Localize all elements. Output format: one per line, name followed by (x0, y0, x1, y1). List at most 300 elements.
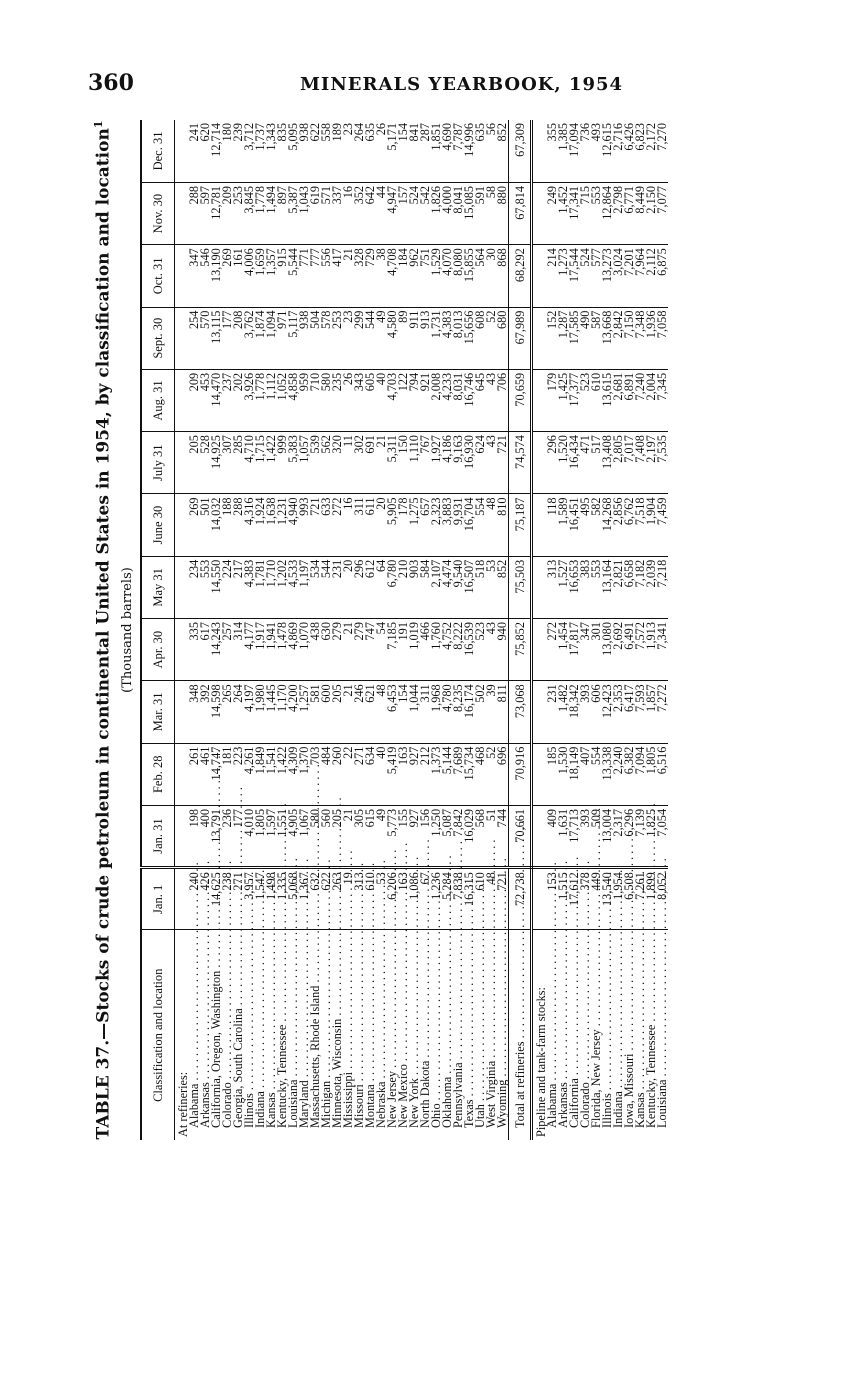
table-cell: 852 (495, 123, 509, 142)
table-cell: 461 (200, 743, 211, 805)
table-cell: 1,445 (266, 681, 277, 743)
table-cell: 1,422 (277, 743, 288, 805)
table-cell: 1,112 (266, 369, 277, 431)
table-cell: 777 (310, 245, 321, 307)
table-cell: 272 (332, 494, 343, 556)
table-cell: 347 (580, 619, 591, 681)
table-cell: 7,058 (657, 307, 668, 369)
table-cell: 605 (365, 369, 376, 431)
table-cell: 223 (233, 743, 244, 805)
table-unit-note: (Thousand barrels) (120, 567, 135, 693)
table-cell: 14,032 (211, 494, 222, 556)
table-cell: 4,383 (244, 556, 255, 618)
total-row (509, 120, 532, 1140)
table-cell: 157 (398, 182, 409, 244)
table-cell: 1,273 (558, 245, 569, 307)
table-cell: 4,474 (442, 556, 453, 618)
row-label-text: Missouri . . . (352, 863, 366, 1128)
table-cell: 615 (365, 805, 376, 867)
table-cell: 4,710 (244, 432, 255, 494)
header-row (141, 120, 175, 1140)
table-cell: 231 (332, 556, 343, 618)
table-cell: 314 (233, 619, 244, 681)
table-cell: 49 (376, 307, 387, 369)
row-label-text: Colorado . . . (578, 861, 592, 1128)
table-cell: 7,341 (657, 619, 668, 681)
table-cell: 263 (332, 868, 343, 930)
table-cell: 493 (589, 123, 603, 142)
table-cell: 959 (299, 369, 310, 431)
table-row (497, 120, 509, 1140)
table-cell: 466 (420, 619, 431, 681)
table-cell: 721 (497, 432, 509, 494)
row-label-text: New Jersey . . . (385, 850, 399, 1128)
table-cell: 198 (189, 805, 200, 867)
table-cell: 343 (354, 369, 365, 431)
table-cell: 7,218 (657, 556, 668, 618)
table-cell: 14,470 (211, 369, 222, 431)
table-cell: 13,615 (602, 369, 613, 431)
row-label-text: North Dakota . . . (418, 839, 432, 1128)
row-label-text: Illinois . . . (600, 872, 614, 1128)
table-cell: 1,373 (431, 743, 442, 805)
table-cell: 122 (398, 369, 409, 431)
table-cell: 993 (299, 494, 310, 556)
column-header-month: Jan. 31 (141, 805, 175, 867)
table-cell: 6,762 (624, 494, 635, 556)
table-cell: 7,017 (624, 432, 635, 494)
table-cell: 52 (486, 743, 497, 805)
table-cell: 51 (486, 805, 497, 867)
table-cell: 181 (222, 743, 233, 805)
table-cell: 509 (591, 805, 602, 867)
table-cell: 2,317 (613, 805, 624, 867)
column-header-month: May 31 (141, 556, 175, 618)
table-cell: 562 (321, 432, 332, 494)
table-cell: 7,572 (635, 619, 646, 681)
table-cell: 313 (547, 556, 558, 618)
table-cell: 2,798 (613, 182, 624, 244)
table-cell: 43 (486, 369, 497, 431)
table-cell: 1,710 (266, 556, 277, 618)
table-cell: 2,172 (644, 123, 658, 151)
table-cell: 642 (365, 182, 376, 244)
table-cell: 21 (376, 432, 387, 494)
table-cell: 58 (486, 182, 497, 244)
table-cell: 449 (591, 868, 602, 930)
table-cell: 184 (398, 245, 409, 307)
table-cell: 1,924 (255, 494, 266, 556)
table-cell: 1,370 (299, 743, 310, 805)
row-label-text: Mississippi . . . (341, 851, 355, 1128)
table-cell: 544 (365, 307, 376, 369)
table-cell: 18,342 (569, 681, 580, 743)
table-cell: 1,589 (558, 494, 569, 556)
table-cell: 1,527 (558, 556, 569, 618)
table-body (175, 120, 669, 1140)
table-cell: 622 (308, 123, 322, 142)
table-cell: 502 (475, 681, 486, 743)
table-cell: 4,010 (244, 805, 255, 867)
table-cell: 53 (376, 868, 387, 930)
table-cell: 1,825 (646, 805, 657, 867)
table-cell: 971 (277, 307, 288, 369)
table-cell: 4,580 (387, 307, 398, 369)
table-cell: 630 (321, 619, 332, 681)
table-cell: 7,272 (657, 681, 668, 743)
table-cell: 5,068 (288, 868, 299, 930)
table-cell: 355 (545, 123, 559, 142)
row-label-text: New Mexico . . . (396, 843, 410, 1128)
table-cell: 5,311 (387, 432, 398, 494)
table-cell: 13,004 (602, 805, 613, 867)
table-cell: 16,653 (569, 556, 580, 618)
table-cell: 1,913 (646, 619, 657, 681)
table-cell: 3,712 (242, 123, 256, 151)
table-cell: 1,547 (255, 868, 266, 930)
table-cell: 1,980 (255, 681, 266, 743)
table-cell: 4,177 (244, 619, 255, 681)
table-cell: 8,235 (453, 681, 464, 743)
table-cell: 14,550 (211, 556, 222, 618)
row-label-text: Arkansas . . . (198, 861, 212, 1128)
table-cell: 155 (398, 805, 409, 867)
section-heading: Pipeline and tank-farm stocks: (532, 930, 548, 1140)
table-cell: 17,544 (569, 245, 580, 307)
table-cell: 1,452 (558, 182, 569, 244)
total-cell: 75,852 (509, 619, 532, 681)
table-cell: 999 (277, 432, 288, 494)
row-label-text: Massachusetts, Rhode Island . . . (308, 764, 322, 1128)
table-cell: 261 (189, 743, 200, 805)
table-cell: 2,856 (613, 494, 624, 556)
table-cell: 179 (547, 369, 558, 431)
table-cell: 1,044 (409, 681, 420, 743)
table-cell: 311 (354, 494, 365, 556)
table-cell: 1,899 (646, 868, 657, 930)
table-cell: 16,507 (464, 556, 475, 618)
table-cell: 1,170 (277, 681, 288, 743)
column-header-month: Oct. 31 (141, 245, 175, 307)
table-cell: 272 (547, 619, 558, 681)
row-label-text: Utah . . . (473, 883, 487, 1128)
table-cell: 7,270 (655, 123, 669, 151)
table-cell: 1,917 (255, 619, 266, 681)
table-cell: 2,821 (613, 556, 624, 618)
table-cell: 15,855 (464, 245, 475, 307)
table-cell: 1,851 (429, 123, 443, 151)
table-cell: 48 (486, 868, 497, 930)
table-cell: 43 (486, 619, 497, 681)
table-cell: 21 (343, 619, 354, 681)
rotated-table-block (88, 120, 778, 1140)
table-cell: 553 (591, 182, 602, 244)
row-label-text: Pennsylvania . . . (451, 841, 465, 1128)
total-cell: 70,661 (509, 805, 532, 867)
table-cell: 279 (332, 619, 343, 681)
table-cell: 400 (200, 805, 211, 867)
table-cell: 518 (475, 556, 486, 618)
table-cell: 11 (343, 432, 354, 494)
table-cell: 1,425 (558, 369, 569, 431)
table-cell: 17,585 (569, 307, 580, 369)
table-cell: 224 (222, 556, 233, 618)
table-cell: 501 (200, 494, 211, 556)
table-cell: 554 (475, 494, 486, 556)
table-cell: 1,659 (255, 245, 266, 307)
table-cell: 3,845 (244, 182, 255, 244)
table-cell: 7,139 (635, 805, 646, 867)
table-cell: 1,086 (409, 868, 420, 930)
table-cell: 4,316 (244, 494, 255, 556)
section-heading: At refineries: (175, 930, 190, 1140)
table-cell: 1,094 (266, 307, 277, 369)
table-cell: 17,377 (569, 369, 580, 431)
table-cell: 392 (200, 681, 211, 743)
table-cell: 1,849 (255, 743, 266, 805)
table-cell: 4,309 (288, 743, 299, 805)
table-cell: 852 (497, 556, 509, 618)
table-cell: 52 (486, 307, 497, 369)
row-label-text: Georgia, South Carolina . . . (231, 787, 245, 1128)
table-cell: 214 (547, 245, 558, 307)
table-cell: 4,000 (442, 182, 453, 244)
row-label-text: Oklahoma . . . (440, 855, 454, 1128)
row-label-text: California, Oregon, Washington . . . (209, 749, 223, 1128)
table-cell: 260 (332, 743, 343, 805)
table-cell: 307 (222, 432, 233, 494)
table-cell: 16,930 (464, 432, 475, 494)
table-cell: 235 (332, 369, 343, 431)
table-cell: 587 (591, 307, 602, 369)
table-cell: 161 (233, 245, 244, 307)
table-cell: 645 (475, 369, 486, 431)
table-cell: 352 (354, 182, 365, 244)
table-cell: 14,268 (602, 494, 613, 556)
table-cell: 16,434 (569, 432, 580, 494)
table-cell: 205 (332, 805, 343, 867)
table-cell: 1,529 (431, 245, 442, 307)
table-cell: 49 (376, 805, 387, 867)
table-cell: 635 (363, 123, 377, 142)
table-cell: 2,039 (646, 556, 657, 618)
table-cell: 2,842 (613, 307, 624, 369)
table-cell: 1,904 (646, 494, 657, 556)
table-cell: 246 (354, 681, 365, 743)
table-cell: 1,874 (255, 307, 266, 369)
table-cell: 9,163 (453, 432, 464, 494)
row-label-text: Nebraska . . . (374, 860, 388, 1128)
table-cell: 608 (475, 307, 486, 369)
table-cell: 7,838 (453, 868, 464, 930)
table-cell: 577 (591, 245, 602, 307)
table-cell: 1,110 (409, 432, 420, 494)
table-cell: 6,875 (657, 245, 668, 307)
table-cell: 7,345 (657, 369, 668, 431)
table-title: TABLE 37.—Stocks of crude petroleum in continental United States in 1954, by classification and location (93, 128, 114, 1140)
table-cell: 2,150 (646, 182, 657, 244)
table-cell: 14,996 (462, 123, 476, 157)
table-cell: 185 (547, 743, 558, 805)
table-cell: 23 (343, 307, 354, 369)
table-cell: 7,787 (451, 123, 465, 151)
table-cell: 279 (354, 619, 365, 681)
table-cell: 40 (376, 369, 387, 431)
table-cell: 1,482 (558, 681, 569, 743)
table-cell: 7,964 (635, 245, 646, 307)
table-cell: 7,094 (635, 743, 646, 805)
table-caption (88, 120, 115, 1140)
table-cell: 237 (222, 369, 233, 431)
table-cell: 6,491 (624, 619, 635, 681)
table-cell: 12,864 (602, 182, 613, 244)
table-cell: 1,287 (558, 307, 569, 369)
table-cell: 622 (321, 868, 332, 930)
table-cell: 3,883 (442, 494, 453, 556)
table-cell: 5,383 (288, 432, 299, 494)
row-label-text: California . . . (567, 857, 581, 1128)
table-cell: 1,236 (431, 868, 442, 930)
table-cell: 6,296 (624, 805, 635, 867)
table-cell: 710 (310, 369, 321, 431)
table-cell: 14,598 (211, 681, 222, 743)
table-cell: 1,731 (431, 307, 442, 369)
table-cell: 624 (475, 432, 486, 494)
table-cell: 17,612 (569, 868, 580, 930)
table-cell: 53 (486, 556, 497, 618)
table-cell: 21 (343, 681, 354, 743)
table-cell: 20 (376, 494, 387, 556)
table-cell: 1,454 (558, 619, 569, 681)
row-label-text: Texas . . . (462, 878, 476, 1128)
table-cell: 8,222 (453, 619, 464, 681)
table-cell: 89 (398, 307, 409, 369)
table-cell: 335 (189, 619, 200, 681)
table-cell: 305 (354, 805, 365, 867)
table-cell: 4,947 (387, 182, 398, 244)
table-cell: 940 (497, 619, 509, 681)
row-label-text: Arkansas . . . (556, 861, 570, 1128)
table-cell: 3,024 (613, 245, 624, 307)
table-cell: 7,842 (453, 805, 464, 867)
table-cell: 313 (354, 868, 365, 930)
table-cell: 3,926 (244, 369, 255, 431)
table-cell: 938 (299, 307, 310, 369)
column-header-month: Mar. 31 (141, 681, 175, 743)
table-cell: 241 (187, 123, 201, 142)
table-cell: 13,190 (211, 245, 222, 307)
table-cell: 524 (580, 245, 591, 307)
table-cell: 744 (497, 805, 509, 867)
column-header-month: Apr. 30 (141, 619, 175, 681)
table-cell: 12,781 (211, 182, 222, 244)
total-cell: 74,574 (509, 432, 532, 494)
row-label-text: Indiana . . . (253, 870, 267, 1128)
table-cell: 553 (591, 556, 602, 618)
table-cell: 1,631 (558, 805, 569, 867)
total-cell: 70,659 (509, 369, 532, 431)
total-cell: 75,503 (509, 556, 532, 618)
table-cell: 302 (354, 432, 365, 494)
table-cell: 14,747 (211, 743, 222, 805)
table-cell: 13,164 (602, 556, 613, 618)
table-cell: 3,957 (244, 868, 255, 930)
table-cell: 1,052 (277, 369, 288, 431)
table-cell: 1,520 (558, 432, 569, 494)
table-cell: 2,112 (646, 245, 657, 307)
table-cell: 285 (233, 432, 244, 494)
table-cell: 584 (420, 556, 431, 618)
table-cell: 7,240 (635, 369, 646, 431)
table-cell: 13,080 (602, 619, 613, 681)
table-cell: 1,715 (255, 432, 266, 494)
table-cell: 7,408 (635, 432, 646, 494)
table-cell: 212 (420, 743, 431, 805)
table-cell: 299 (354, 307, 365, 369)
table-cell: 21 (343, 805, 354, 867)
total-cell: 70,916 (509, 743, 532, 805)
table-cell: 4,869 (288, 619, 299, 681)
table-cell: 1,778 (255, 369, 266, 431)
table-cell: 767 (420, 432, 431, 494)
table-cell: 154 (398, 681, 409, 743)
table-cell: 378 (580, 868, 591, 930)
table-cell: 177 (222, 307, 233, 369)
table-cell: 1,043 (299, 182, 310, 244)
table-cell: 209 (222, 182, 233, 244)
table-cell: 1,638 (266, 494, 277, 556)
table-cell: 54 (376, 619, 387, 681)
table-cell: 209 (189, 369, 200, 431)
table-cell: 810 (497, 494, 509, 556)
table-cell: 178 (398, 494, 409, 556)
table-cell: 271 (233, 868, 244, 930)
row-label-text: Minnesota, Wisconsin . . . (330, 797, 344, 1128)
table-cell: 1,067 (299, 805, 310, 867)
table-cell: 471 (580, 432, 591, 494)
table-cell: 5,171 (385, 123, 399, 151)
row-label-text: West Virginia . . . (484, 840, 498, 1129)
table-cell: 7,518 (635, 494, 646, 556)
table-cell: 606 (591, 681, 602, 743)
table-cell: 5,144 (442, 743, 453, 805)
table-cell: 4,070 (442, 245, 453, 307)
running-head: MINERALS YEARBOOK, 1954 (300, 74, 624, 95)
table-cell: 12,714 (209, 123, 223, 157)
table-cell: 2,716 (611, 123, 625, 151)
table-cell: 7,182 (635, 556, 646, 618)
table-cell: 4,233 (442, 369, 453, 431)
table-cell: 1,530 (558, 743, 569, 805)
table-cell: 6,891 (624, 369, 635, 431)
table-cell: 426 (200, 868, 211, 930)
table-cell: 1,778 (255, 182, 266, 244)
table-cell: 564 (475, 245, 486, 307)
table-cell: 4,940 (288, 494, 299, 556)
table-cell: 296 (354, 556, 365, 618)
table-cell: 217 (233, 556, 244, 618)
table-cell: 546 (200, 245, 211, 307)
table-cell: 539 (310, 432, 321, 494)
table-cell: 12,423 (602, 681, 613, 743)
table-cell: 16,029 (464, 805, 475, 867)
row-label-text: Ohio . . . (429, 882, 443, 1128)
total-cell: 67,309 (509, 120, 532, 182)
table-cell: 7,535 (657, 432, 668, 494)
table-cell: 571 (321, 182, 332, 244)
table-cell: 4,780 (442, 681, 453, 743)
total-cell: 67,989 (509, 307, 532, 369)
